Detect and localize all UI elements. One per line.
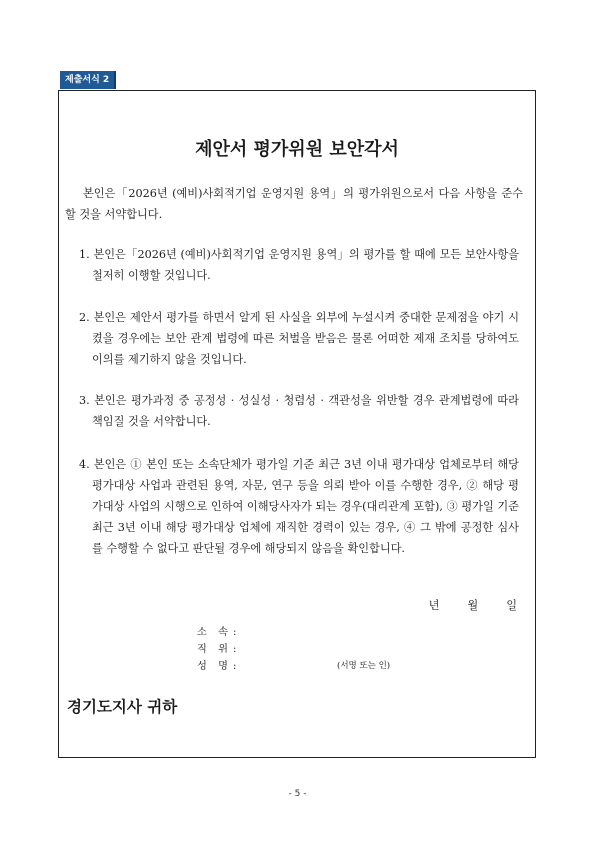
position-row [197, 641, 243, 658]
position-colon: : [233, 644, 237, 655]
name-colon: : [233, 661, 237, 672]
document-frame [58, 90, 536, 758]
pledge-item-4: 4. 본인은 ① 본인 또는 소속단체가 평가일 기준 최근 3년 이내 평가대상 업체로부터 해당 평가대상 사업과 관련된 용역, 자문, 연구 등을 의뢰 받아 이를 수행한 경우, ② 해당 평가대상 사업의 시행으로 인하여 이해당사자가 되는 경우(대리관계 포함), ③ 평가일 기준 최근 3년 이내 해당 평가대상 업체에 재직한 경력이 있는 경우, ④ 그 밖에 공정한 심사를 수행할 수 없다고 판단될 경우에 해당되지 않음을 확인합니다. [79, 458, 519, 555]
signature-block [197, 624, 391, 675]
affiliation-label: 소 속 [197, 627, 232, 638]
signature-note: (서명 또는 인) [337, 661, 391, 671]
recipient-line: 경기도지사 귀하 [67, 698, 178, 716]
intro-paragraph: 본인은「2026년 (예비)사회적기업 운영지원 용역」의 평가위원으로서 다음 사항을 준수할 것을 서약합니다. [65, 187, 523, 221]
date-line [429, 597, 517, 613]
pledge-item-3: 3. 본인은 평가과정 중 공정성 · 성실성 · 청렴성 · 객관성을 위반할 경우 관계법령에 따라 책임질 것을 서약합니다. [79, 394, 519, 428]
pledge-item-1: 1. 본인은「2026년 (예비)사회적기업 운영지원 용역」의 평가를 할 때에 모든 보안사항을 철저히 이행할 것입니다. [79, 248, 519, 282]
page-number: - 5 - [288, 789, 307, 799]
form-number-tag: 제출서식 2 [60, 71, 116, 89]
affiliation-colon: : [233, 627, 237, 638]
position-label: 직 위 [197, 644, 232, 655]
affiliation-row [197, 624, 243, 641]
date-month-label: 월 [467, 599, 479, 612]
date-year-label: 년 [428, 599, 440, 612]
pledge-item-2: 2. 본인은 제안서 평가를 하면서 알게 된 사실을 외부에 누설시켜 중대한 문제점을 야기 시켰을 경우에는 보안 관계 법령에 따른 처벌을 받음은 물론 어떠한 제재 조치를 당하여도 이의를 제기하지 않을 것입니다. [79, 311, 519, 366]
document-title: 제안서 평가위원 보안각서 [195, 139, 399, 160]
date-day-label: 일 [506, 599, 517, 612]
name-label: 성 명 [197, 661, 232, 672]
name-row [197, 658, 391, 675]
